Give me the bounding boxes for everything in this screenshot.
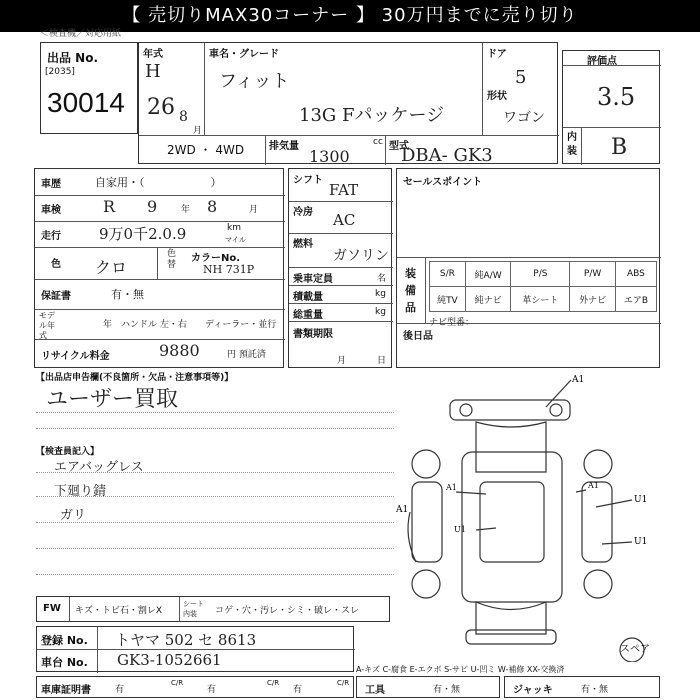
chassis-value: GK3-1052661	[117, 651, 222, 669]
fw-label: FW	[43, 603, 61, 614]
year-era: H	[145, 61, 161, 82]
doc-deadline-label: 書類期限	[293, 329, 333, 340]
seat-label: シート内装	[183, 600, 204, 618]
damage-mark-7: A1	[588, 481, 599, 490]
wheel-front-left	[412, 450, 440, 478]
model-year-unit: 年	[103, 320, 113, 330]
auction-sheet	[0, 29, 700, 700]
color-no-value: NH 731P	[203, 263, 255, 276]
fuel-value: ガソリン	[333, 248, 389, 264]
damage-mark-6: U1	[454, 525, 466, 534]
cert-field-1: 有	[115, 685, 125, 695]
jack-label: ジャッキ	[513, 685, 553, 696]
detail-box	[34, 168, 284, 368]
equip-airbag: エアB	[615, 287, 656, 312]
tools-value: 有・無	[433, 685, 461, 695]
handle-value: ハンドル 左・右	[121, 320, 187, 330]
model-value: DBA- GK3	[401, 145, 493, 166]
color-label: 色	[51, 259, 61, 270]
load-label: 積載量	[293, 292, 323, 303]
roof-shape	[480, 482, 544, 562]
dealer-value: ディーラー・並行	[205, 320, 277, 330]
hood-shape	[476, 422, 546, 472]
damage-legend: A-キズ C-腐食 E-エクボ S-サビ U-凹ミ W-補修 XX-交換済	[356, 665, 565, 674]
listing-number: 30014	[47, 87, 125, 118]
jack-value: 有・無	[581, 685, 609, 695]
header-cut-text: ＜検査機／対応用紙	[40, 29, 122, 39]
car-name: フィット	[219, 71, 290, 92]
equipment-grid	[429, 261, 657, 328]
leader-line-7	[576, 490, 586, 492]
weight-unit: kg	[375, 307, 386, 317]
color-no-label: カラーNo.	[191, 253, 241, 264]
equip-tv: 純TV	[430, 287, 466, 312]
equip-power-window: P/W	[570, 262, 615, 287]
car-grade: 13G Fパッケージ	[299, 105, 445, 126]
inspector-note-2: 下廻り錆	[54, 484, 107, 499]
right-side-panel	[582, 482, 612, 562]
displacement-value: 1300	[309, 147, 350, 166]
tools-label: 工具	[365, 685, 385, 696]
warranty-label: 保証書	[41, 291, 71, 302]
repaint-label: 色替	[167, 249, 177, 270]
year-month-unit: 月	[193, 126, 203, 136]
cert-field-2: C/R	[171, 679, 184, 687]
fw-row	[36, 596, 390, 622]
damage-mark-1: A1	[572, 375, 585, 385]
warranty-value: 有・無	[111, 288, 144, 301]
year-label: 年式	[143, 49, 163, 60]
wheel-rear-right	[584, 570, 612, 598]
leader-line-3	[602, 542, 632, 544]
drive-label: 2WD ・ 4WD	[167, 143, 245, 157]
shape-label: 形状	[487, 91, 507, 102]
equip-abs: ABS	[615, 262, 656, 287]
sales-point-label: セールスポイント	[403, 177, 483, 188]
trunk-shape	[476, 602, 546, 634]
interior-value: B	[611, 135, 628, 160]
mileage-unit-km: km	[227, 223, 241, 233]
sales-box	[396, 168, 660, 368]
leader-line-1	[546, 380, 571, 407]
damage-mark-3: U1	[634, 537, 648, 547]
cert-box	[36, 676, 354, 698]
spec-box	[288, 168, 392, 368]
front-bumper-shape	[450, 400, 570, 420]
door-value: 5	[515, 67, 527, 88]
left-side-panel	[412, 482, 442, 562]
cert-field-5: 有	[293, 685, 303, 695]
history-label: 車歴	[41, 179, 61, 190]
leader-line-2	[596, 500, 632, 507]
damage-mark-4: A1	[396, 505, 409, 515]
load-unit: kg	[375, 289, 386, 299]
ac-value: AC	[333, 211, 356, 229]
listing-box	[40, 42, 138, 134]
inspection-label: 車検	[41, 205, 61, 216]
body-outline	[462, 452, 562, 602]
mileage-unit-mile: マイル	[225, 236, 246, 244]
equip-navi: 純ナビ	[465, 287, 511, 312]
damage-mark-2: U1	[634, 495, 648, 505]
inspector-notes-label: 【検査員記入】	[36, 447, 100, 457]
fuel-label: 燃料	[293, 239, 313, 250]
registration-value: トヤマ 502 セ 8613	[115, 631, 257, 649]
front-light-left	[460, 404, 472, 416]
weight-label: 総重量	[293, 310, 323, 321]
fw-value: キズ・トビ石・割レX	[75, 606, 162, 616]
vehicle-info-box	[138, 42, 558, 164]
damage-mark-5: A1	[446, 483, 457, 492]
top-banner: 【 売切りMAX30コーナー 】 30万円までに売り切り	[0, 0, 700, 32]
mileage-label: 走行	[41, 231, 61, 242]
registration-label: 登録 No.	[41, 634, 88, 647]
equip-sunroof: S/R	[430, 262, 466, 287]
car-damage-diagram	[396, 372, 686, 662]
year-month: 8	[179, 109, 188, 125]
registration-box	[36, 626, 354, 672]
cert-field-3: 有	[207, 685, 217, 695]
rear-bumper-shape	[466, 630, 556, 644]
spare-label: スペア	[620, 644, 650, 655]
shape-value: ワゴン	[503, 110, 545, 126]
listing-label: 出品 No.	[47, 51, 99, 65]
inspector-note-1: エアバッグレス	[54, 460, 144, 475]
inspection-month-unit: 月	[249, 205, 259, 215]
recycle-unit: 円 預託済	[227, 350, 266, 360]
inspection-year: 9	[147, 197, 158, 216]
year-value: 26	[147, 95, 175, 120]
inspection-year-unit: 年	[181, 205, 191, 215]
car-label: 車名・グレード	[209, 49, 279, 60]
recycle-value: 9880	[159, 341, 200, 360]
doc-month: 月	[337, 356, 347, 366]
jack-box	[504, 676, 660, 698]
cert-label: 車庫証明書	[41, 685, 91, 696]
displacement-unit: cc	[373, 137, 383, 147]
inspection-month: 8	[207, 197, 218, 216]
inspector-note-3: ガリ	[60, 508, 87, 523]
cert-field-6: C/R	[337, 679, 350, 687]
capacity-label: 乗車定員	[293, 274, 333, 285]
model-label: 型式	[389, 141, 409, 152]
door-label: ドア	[487, 49, 507, 60]
inspection-era: R	[103, 197, 116, 216]
exhibitor-notes-label: 【出品店申告欄(不良箇所・欠品・注意事項等)】	[36, 373, 234, 383]
score-label: 評価点	[587, 56, 617, 67]
score-box	[562, 50, 660, 164]
equip-ext-navi: 外ナビ	[570, 287, 615, 312]
equip-power-steering: P/S	[511, 262, 570, 287]
leader-line-5	[456, 492, 486, 494]
score-value: 3.5	[597, 83, 636, 111]
shift-value: FAT	[329, 181, 359, 199]
later-items-label: 後日品	[403, 331, 433, 342]
capacity-unit: 名	[377, 274, 387, 284]
wheel-front-right	[584, 450, 612, 478]
doc-day: 日	[377, 356, 387, 366]
equip-leather: 革シート	[511, 287, 570, 312]
interior-label: 内装	[567, 132, 577, 157]
leader-line-6	[476, 528, 496, 530]
cert-field-4: C/R	[267, 679, 280, 687]
seat-value: コゲ・穴・汚レ・シミ・破レ・スレ	[215, 606, 360, 616]
equip-alloy-wheel: 純A/W	[465, 262, 511, 287]
wheel-rear-left	[412, 570, 440, 598]
equipment-label: 装備品	[405, 267, 416, 314]
exhibitor-notes-text: ユーザー買取	[46, 387, 179, 412]
model-year-label: モデル年式	[39, 311, 55, 340]
shift-label: シフト	[293, 175, 323, 186]
front-light-right	[550, 404, 562, 416]
listing-tag: [2035]	[45, 67, 75, 77]
color-value: クロ	[95, 258, 128, 277]
displacement-label: 排気量	[269, 141, 299, 152]
navi-model: ナビ型番：	[429, 318, 475, 328]
history-value: 自家用・（ ）	[95, 176, 222, 189]
mileage-value: 9万0千2.0.9	[99, 225, 187, 243]
recycle-label: リサイクル料金	[41, 351, 110, 362]
tools-box	[356, 676, 500, 698]
ac-label: 冷房	[293, 207, 313, 218]
chassis-label: 車台 No.	[41, 656, 88, 669]
